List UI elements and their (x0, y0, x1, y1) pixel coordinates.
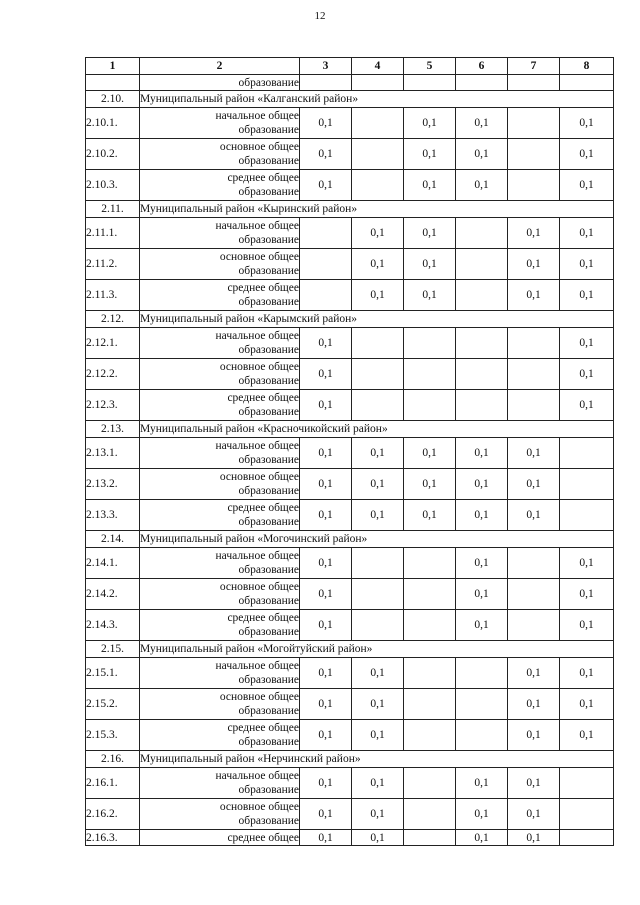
value-cell (300, 249, 352, 280)
value-cell: 0,1 (300, 799, 352, 830)
section-number: 2.13. (86, 421, 140, 438)
value-cell (456, 328, 508, 359)
value-cell (508, 328, 560, 359)
value-cell (508, 139, 560, 170)
value-cell: 0,1 (352, 768, 404, 799)
value-cell: 0,1 (404, 469, 456, 500)
value-cell: 0,1 (352, 799, 404, 830)
value-cell (508, 108, 560, 139)
education-level-line2: образование (238, 406, 299, 418)
row-number: 2.10.1. (86, 108, 140, 139)
table-row (86, 218, 614, 249)
education-level-line1: основное общее (219, 251, 299, 263)
education-level-line2: образование (238, 784, 299, 796)
value-cell (352, 108, 404, 139)
table-row (86, 579, 614, 610)
value-cell: 0,1 (456, 108, 508, 139)
education-level-cell (140, 720, 300, 751)
section-number: 2.14. (86, 531, 140, 548)
education-level-line2: образование (238, 674, 299, 686)
education-level-line2: образование (238, 265, 299, 277)
column-header: 6 (456, 58, 508, 75)
row-number: 2.11.1. (86, 218, 140, 249)
row-number: 2.16.1. (86, 768, 140, 799)
education-level-cell (140, 830, 300, 846)
education-level-cell (140, 390, 300, 421)
value-cell: 0,1 (456, 170, 508, 201)
section-row (86, 751, 614, 768)
value-cell (404, 830, 456, 846)
row-number: 2.13.1. (86, 438, 140, 469)
row-number: 2.16.2. (86, 799, 140, 830)
value-cell: 0,1 (456, 438, 508, 469)
row-number: 2.10.3. (86, 170, 140, 201)
education-level-line1: основное общее (219, 581, 299, 593)
value-cell: 0,1 (352, 720, 404, 751)
value-cell: 0,1 (560, 579, 614, 610)
value-cell (404, 689, 456, 720)
table-row (86, 720, 614, 751)
table-row (86, 500, 614, 531)
value-cell: 0,1 (456, 768, 508, 799)
value-cell (352, 328, 404, 359)
table-row (86, 108, 614, 139)
value-cell: 0,1 (352, 280, 404, 311)
value-cell (456, 689, 508, 720)
value-cell (404, 548, 456, 579)
section-number: 2.16. (86, 751, 140, 768)
table-row (86, 548, 614, 579)
value-cell (456, 658, 508, 689)
education-level-line2: образование (238, 516, 299, 528)
value-cell (404, 658, 456, 689)
section-number: 2.15. (86, 641, 140, 658)
value-cell (560, 438, 614, 469)
education-level-cell (140, 658, 300, 689)
value-cell (404, 799, 456, 830)
value-cell (560, 75, 614, 91)
value-cell: 0,1 (404, 249, 456, 280)
section-row (86, 641, 614, 658)
value-cell: 0,1 (560, 218, 614, 249)
value-cell: 0,1 (456, 548, 508, 579)
education-level-line1: среднее общее (227, 612, 299, 624)
table-row (86, 469, 614, 500)
value-cell: 0,1 (508, 438, 560, 469)
value-cell (352, 579, 404, 610)
header-row (86, 58, 614, 75)
value-cell: 0,1 (404, 500, 456, 531)
education-level-line2: образование (238, 124, 299, 136)
table-row (86, 830, 614, 846)
table-row (86, 328, 614, 359)
education-level-line1: среднее общее (227, 722, 299, 734)
row-number: 2.14.3. (86, 610, 140, 641)
education-level-line1: начальное общее (215, 110, 299, 122)
row-number: 2.12.2. (86, 359, 140, 390)
education-level-line1: начальное общее (215, 660, 299, 672)
row-number: 2.13.3. (86, 500, 140, 531)
education-level-line1: начальное общее (215, 550, 299, 562)
section-title: Муниципальный район «Могойтуйский район» (140, 641, 614, 658)
education-level-line2: образование (238, 626, 299, 638)
value-cell (456, 249, 508, 280)
section-title: Муниципальный район «Нерчинский район» (140, 751, 614, 768)
education-level-line2: образование (238, 186, 299, 198)
value-cell: 0,1 (508, 658, 560, 689)
table-row (86, 249, 614, 280)
table-row (86, 280, 614, 311)
column-header: 3 (300, 58, 352, 75)
table-row (86, 799, 614, 830)
education-level-cell (140, 108, 300, 139)
page-number: 12 (314, 10, 326, 22)
value-cell (508, 390, 560, 421)
value-cell: 0,1 (300, 658, 352, 689)
continuation-row (86, 75, 614, 91)
table-row (86, 768, 614, 799)
table-body (86, 75, 614, 846)
education-level-line1: основное общее (219, 141, 299, 153)
education-level-cell (140, 469, 300, 500)
section-row (86, 531, 614, 548)
value-cell (404, 579, 456, 610)
column-header: 4 (352, 58, 404, 75)
row-number: 2.15.1. (86, 658, 140, 689)
education-level-line2: образование (238, 344, 299, 356)
value-cell: 0,1 (508, 830, 560, 846)
education-level-line1: среднее общее (227, 172, 299, 184)
value-cell: 0,1 (300, 328, 352, 359)
allocation-table (85, 57, 614, 846)
value-cell (508, 610, 560, 641)
value-cell (404, 75, 456, 91)
education-level-line1: основное общее (219, 801, 299, 813)
value-cell (456, 75, 508, 91)
value-cell: 0,1 (404, 139, 456, 170)
education-level-line2: образование (238, 375, 299, 387)
value-cell (352, 610, 404, 641)
value-cell: 0,1 (404, 438, 456, 469)
value-cell: 0,1 (300, 438, 352, 469)
education-level-line2: образование (238, 485, 299, 497)
value-cell (456, 390, 508, 421)
education-level-line2: образование (238, 815, 299, 827)
education-level-cell (140, 280, 300, 311)
column-header: 1 (86, 58, 140, 75)
value-cell: 0,1 (560, 108, 614, 139)
section-row (86, 311, 614, 328)
row-number: 2.13.2. (86, 469, 140, 500)
value-cell: 0,1 (404, 170, 456, 201)
table-row (86, 610, 614, 641)
value-cell: 0,1 (508, 500, 560, 531)
section-title: Муниципальный район «Кыринский район» (140, 201, 614, 218)
value-cell (352, 359, 404, 390)
section-title: Муниципальный район «Карымский район» (140, 311, 614, 328)
education-level-line1: среднее общее (227, 502, 299, 514)
education-level-cell (140, 579, 300, 610)
value-cell: 0,1 (300, 139, 352, 170)
section-title: Муниципальный район «Калганский район» (140, 91, 614, 108)
education-level-line1: среднее общее (227, 392, 299, 404)
section-row (86, 91, 614, 108)
value-cell: 0,1 (456, 139, 508, 170)
column-header: 8 (560, 58, 614, 75)
value-cell: 0,1 (300, 170, 352, 201)
value-cell (404, 768, 456, 799)
value-cell (508, 548, 560, 579)
value-cell: 0,1 (300, 720, 352, 751)
value-cell (508, 170, 560, 201)
row-number: 2.14.2. (86, 579, 140, 610)
value-cell (352, 390, 404, 421)
row-number: 2.12.1. (86, 328, 140, 359)
education-level-line2: образование (238, 296, 299, 308)
section-number: 2.11. (86, 201, 140, 218)
value-cell (404, 359, 456, 390)
education-level-cell (140, 218, 300, 249)
education-level-line1: среднее общее (227, 831, 299, 844)
education-level-line2: образование (238, 595, 299, 607)
education-level-line2: образование (238, 234, 299, 246)
row-number: 2.16.3. (86, 830, 140, 846)
value-cell (508, 359, 560, 390)
value-cell (508, 579, 560, 610)
value-cell: 0,1 (300, 830, 352, 846)
education-level-line1: начальное общее (215, 220, 299, 232)
table-row (86, 689, 614, 720)
education-level-cell (140, 799, 300, 830)
value-cell: 0,1 (560, 720, 614, 751)
row-number: 2.15.3. (86, 720, 140, 751)
value-cell: 0,1 (560, 249, 614, 280)
value-cell (560, 799, 614, 830)
value-cell: 0,1 (508, 799, 560, 830)
value-cell: 0,1 (508, 280, 560, 311)
value-cell (404, 720, 456, 751)
value-cell: 0,1 (300, 359, 352, 390)
value-cell (560, 469, 614, 500)
row-number: 2.14.1. (86, 548, 140, 579)
value-cell: 0,1 (404, 280, 456, 311)
row-number: 2.11.3. (86, 280, 140, 311)
education-level-line1: начальное общее (215, 440, 299, 452)
value-cell: 0,1 (456, 469, 508, 500)
section-title: Муниципальный район «Красночикойский район» (140, 421, 614, 438)
value-cell (300, 280, 352, 311)
value-cell: 0,1 (300, 500, 352, 531)
education-level-cell (140, 139, 300, 170)
value-cell: 0,1 (352, 830, 404, 846)
value-cell: 0,1 (352, 500, 404, 531)
value-cell: 0,1 (352, 438, 404, 469)
education-level-line1: основное общее (219, 471, 299, 483)
value-cell (456, 359, 508, 390)
value-cell (352, 139, 404, 170)
table-row (86, 390, 614, 421)
value-cell (456, 218, 508, 249)
table-row (86, 359, 614, 390)
value-cell: 0,1 (300, 579, 352, 610)
value-cell: 0,1 (560, 390, 614, 421)
column-header: 2 (140, 58, 300, 75)
value-cell (352, 548, 404, 579)
value-cell (404, 390, 456, 421)
value-cell: 0,1 (352, 249, 404, 280)
education-level-cell (140, 768, 300, 799)
value-cell: 0,1 (352, 689, 404, 720)
value-cell: 0,1 (560, 658, 614, 689)
value-cell (352, 170, 404, 201)
value-cell: 0,1 (508, 689, 560, 720)
value-cell (456, 280, 508, 311)
value-cell: 0,1 (508, 469, 560, 500)
value-cell: 0,1 (300, 689, 352, 720)
education-level-line2: образование (238, 705, 299, 717)
education-level-cell (140, 249, 300, 280)
education-level-line1: основное общее (219, 691, 299, 703)
value-cell: 0,1 (508, 218, 560, 249)
number-cell (86, 75, 140, 91)
education-level-cell (140, 500, 300, 531)
value-cell (404, 328, 456, 359)
section-number: 2.12. (86, 311, 140, 328)
value-cell: 0,1 (560, 170, 614, 201)
value-cell (560, 500, 614, 531)
value-cell: 0,1 (456, 610, 508, 641)
table-row (86, 139, 614, 170)
education-level-line2: образование (238, 155, 299, 167)
column-header: 7 (508, 58, 560, 75)
value-cell: 0,1 (560, 280, 614, 311)
value-cell: 0,1 (300, 469, 352, 500)
value-cell (508, 75, 560, 91)
value-cell: 0,1 (560, 139, 614, 170)
education-level-line1: среднее общее (227, 282, 299, 294)
value-cell: 0,1 (300, 610, 352, 641)
table-row (86, 170, 614, 201)
section-title: Муниципальный район «Могочинский район» (140, 531, 614, 548)
value-cell: 0,1 (508, 720, 560, 751)
value-cell: 0,1 (300, 548, 352, 579)
education-level-line2: образование (238, 736, 299, 748)
education-level-cell (140, 548, 300, 579)
value-cell: 0,1 (456, 799, 508, 830)
column-header: 5 (404, 58, 456, 75)
value-cell: 0,1 (456, 830, 508, 846)
value-cell: 0,1 (560, 548, 614, 579)
value-cell: 0,1 (560, 689, 614, 720)
value-cell (352, 75, 404, 91)
value-cell: 0,1 (560, 359, 614, 390)
value-cell (560, 830, 614, 846)
value-cell: 0,1 (352, 218, 404, 249)
table-row (86, 438, 614, 469)
value-cell: 0,1 (560, 610, 614, 641)
value-cell (560, 768, 614, 799)
education-level-line1: основное общее (219, 361, 299, 373)
section-row (86, 201, 614, 218)
education-level-cell (140, 689, 300, 720)
value-cell: 0,1 (508, 768, 560, 799)
education-level-cell (140, 170, 300, 201)
value-cell: 0,1 (404, 108, 456, 139)
value-cell: 0,1 (404, 218, 456, 249)
education-level-cell (140, 610, 300, 641)
section-row (86, 421, 614, 438)
row-number: 2.15.2. (86, 689, 140, 720)
value-cell: 0,1 (300, 768, 352, 799)
education-level-line1: начальное общее (215, 330, 299, 342)
value-cell: 0,1 (456, 500, 508, 531)
education-level-line1: начальное общее (215, 770, 299, 782)
value-cell: 0,1 (300, 108, 352, 139)
value-cell (404, 610, 456, 641)
education-level-line2: образование (238, 564, 299, 576)
row-number: 2.12.3. (86, 390, 140, 421)
row-number: 2.10.2. (86, 139, 140, 170)
education-level-line2: образование (238, 454, 299, 466)
value-cell: 0,1 (560, 328, 614, 359)
value-cell: 0,1 (352, 469, 404, 500)
value-cell (300, 75, 352, 91)
section-number: 2.10. (86, 91, 140, 108)
value-cell (456, 720, 508, 751)
value-cell: 0,1 (456, 579, 508, 610)
value-cell: 0,1 (508, 249, 560, 280)
value-cell: 0,1 (300, 390, 352, 421)
education-level-cell (140, 438, 300, 469)
education-level-cell (140, 359, 300, 390)
level-cell: образование (140, 75, 300, 91)
education-level-cell (140, 328, 300, 359)
row-number: 2.11.2. (86, 249, 140, 280)
value-cell: 0,1 (352, 658, 404, 689)
value-cell (300, 218, 352, 249)
table-row (86, 658, 614, 689)
